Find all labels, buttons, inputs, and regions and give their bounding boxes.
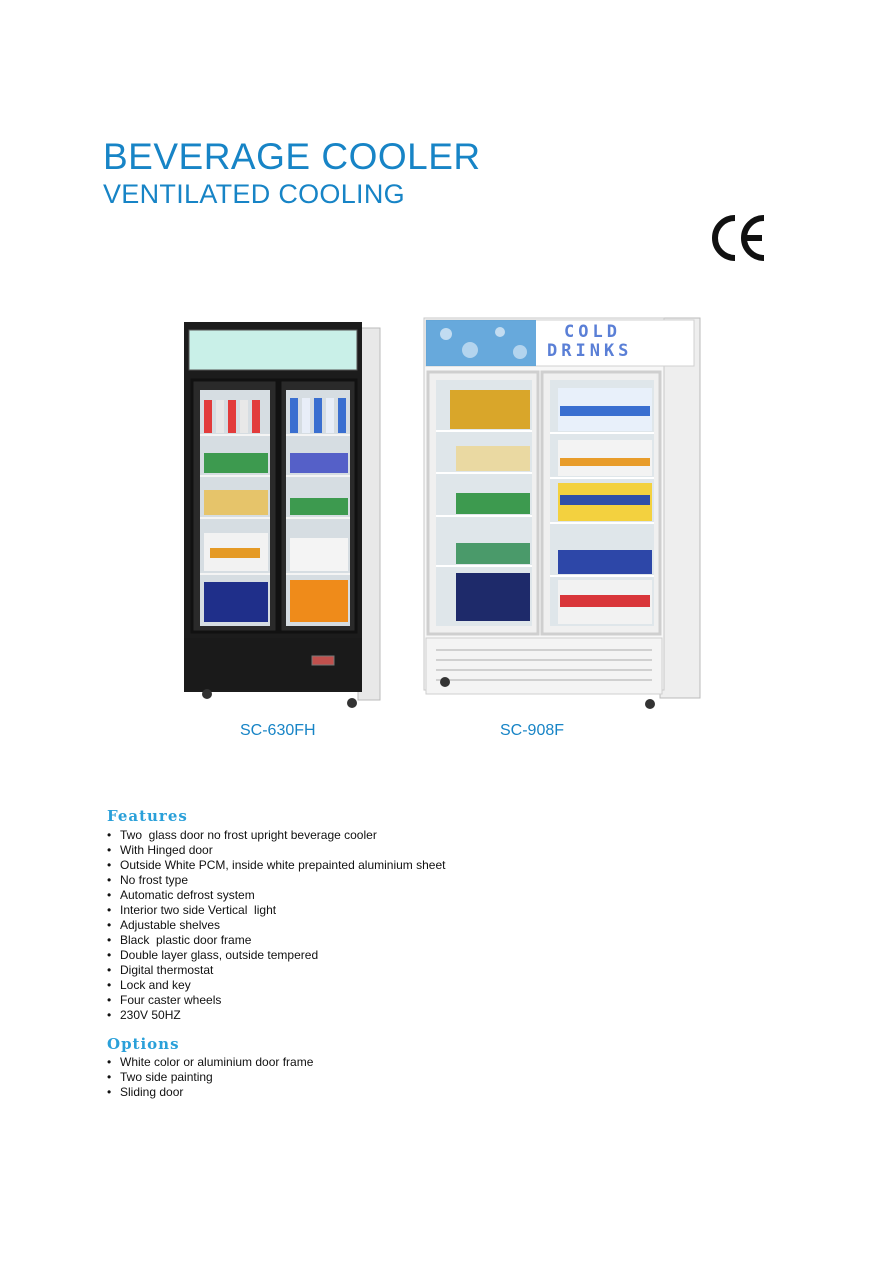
options-heading: Options xyxy=(107,1035,180,1053)
model-label-sc-630fh: SC-630FH xyxy=(240,722,316,739)
model-label-sc-908f: SC-908F xyxy=(500,722,565,739)
product-image-sc-908f xyxy=(420,310,705,715)
list-item: • 230V 50HZ xyxy=(107,1008,181,1022)
features-heading: Features xyxy=(107,807,188,825)
product-image-sc-630fh xyxy=(180,318,385,713)
features-list xyxy=(107,828,446,1023)
list-item: • Four caster wheels xyxy=(107,993,222,1007)
list-item: • Adjustable shelves xyxy=(107,918,221,932)
list-item: • With Hinged door xyxy=(107,843,213,857)
list-item: • Two glass door no frost upright beverage cooler xyxy=(107,828,377,842)
page-subtitle: VENTILATED COOLING xyxy=(103,179,405,209)
list-item: • Interior two side Vertical light xyxy=(107,903,277,917)
sign-text-cold: COLD xyxy=(564,322,621,342)
list-item: • Lock and key xyxy=(107,978,191,992)
list-item: • Automatic defrost system xyxy=(107,888,255,902)
options-list xyxy=(107,1055,313,1100)
list-item: • Outside White PCM, inside white prepainted aluminium sheet xyxy=(107,858,446,872)
list-item: • Two side painting xyxy=(107,1070,213,1084)
list-item: • White color or aluminium door frame xyxy=(107,1055,314,1069)
list-item: • Sliding door xyxy=(107,1085,184,1099)
list-item: • Digital thermostat xyxy=(107,963,214,977)
sign-text-drinks: DRINKS xyxy=(547,341,633,361)
page-title: BEVERAGE COOLER xyxy=(103,136,481,177)
list-item: • Black plastic door frame xyxy=(107,933,252,947)
ce-mark-icon xyxy=(708,212,772,264)
list-item: • Double layer glass, outside tempered xyxy=(107,948,319,962)
list-item: • No frost type xyxy=(107,873,189,887)
